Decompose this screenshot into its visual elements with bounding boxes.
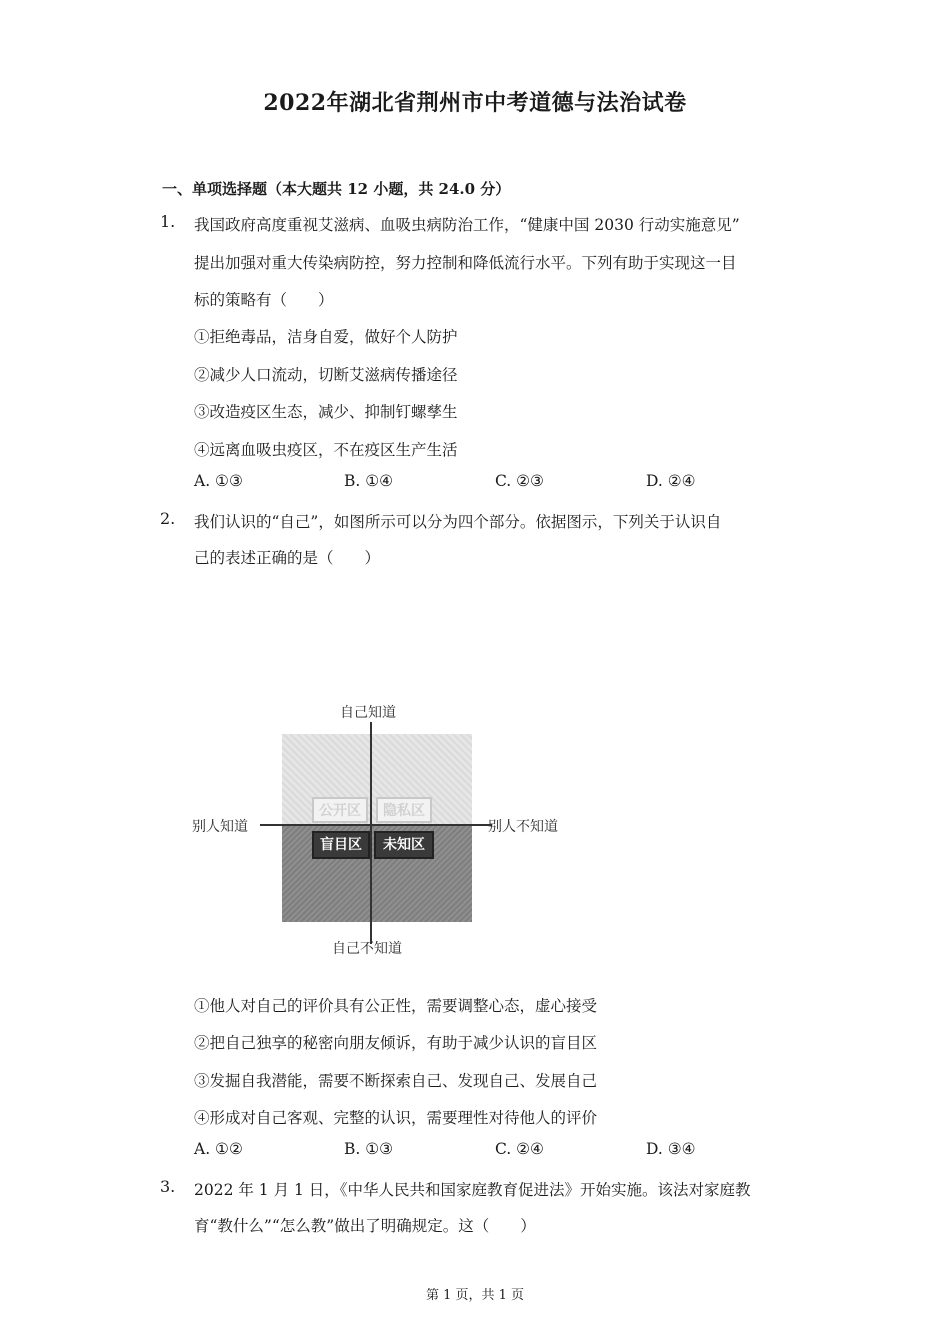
question-1-option-a[interactable]: A. ①③	[194, 472, 243, 490]
question-1-stem-line: 提出加强对重大传染病防控，努力控制和降低流行水平。下列有助于实现这一目	[194, 254, 737, 272]
diagram-top-label: 自己知道	[340, 705, 396, 721]
question-2-option-a[interactable]: A. ①②	[194, 1140, 243, 1158]
question-1-statement: ②减少人口流动，切断艾滋病传播途径	[194, 366, 458, 384]
question-2-stem-line: 己的表述正确的是（ ）	[194, 549, 381, 567]
exam-title: 2022年湖北省荆州市中考道德与法治试卷	[263, 90, 687, 116]
diagram-box-private-area: 隐私区	[376, 797, 432, 823]
question-2-stem-line: 我们认识的“自己”，如图所示可以分为四个部分。依据图示，下列关于认识自	[194, 513, 722, 531]
diagram-bottom-label: 自己不知道	[332, 941, 402, 957]
question-3-number: 3.	[160, 1177, 176, 1196]
question-3-stem-line: 育“教什么”“怎么教”做出了明确规定。这（ ）	[194, 1217, 536, 1235]
question-1-statement: ①拒绝毒品，洁身自爱，做好个人防护	[194, 328, 458, 346]
self-awareness-window-diagram	[190, 700, 590, 962]
diagram-right-label: 别人不知道	[488, 819, 558, 835]
question-2-option-c[interactable]: C. ②④	[495, 1140, 544, 1158]
question-1-option-d[interactable]: D. ②④	[646, 472, 696, 490]
diagram-box-unknown-area: 未知区	[374, 831, 434, 859]
diagram-horizontal-axis	[260, 824, 492, 826]
section-heading: 一、单项选择题（本大题共 12 小题，共 24.0 分）	[162, 180, 511, 198]
question-1-option-b[interactable]: B. ①④	[344, 472, 394, 490]
diagram-box-public-area: 公开区	[312, 797, 368, 823]
question-1-stem-line: 标的策略有（ ）	[194, 291, 334, 309]
question-1-statement: ④远离血吸虫疫区，不在疫区生产生活	[194, 441, 458, 459]
diagram-vertical-axis	[370, 722, 372, 944]
question-2-statement: ①他人对自己的评价具有公正性，需要调整心态，虚心接受	[194, 997, 598, 1015]
diagram-box-blind-area: 盲目区	[312, 831, 370, 859]
question-2-statement: ③发掘自我潜能，需要不断探索自己、发现自己、发展自己	[194, 1072, 598, 1090]
question-1-option-c[interactable]: C. ②③	[495, 472, 544, 490]
question-2-statement: ④形成对自己客观、完整的认识，需要理性对待他人的评价	[194, 1109, 598, 1127]
question-1-statement: ③改造疫区生态，减少、抑制钉螺孳生	[194, 403, 458, 421]
question-1-number: 1.	[160, 212, 176, 231]
question-2-option-b[interactable]: B. ①③	[344, 1140, 394, 1158]
question-1-stem-line: 我国政府高度重视艾滋病、血吸虫病防治工作，“健康中国 2030 行动实施意见”	[194, 216, 740, 234]
page-footer: 第 1 页，共 1 页	[425, 1288, 525, 1303]
question-2-statement: ②把自己独享的秘密向朋友倾诉，有助于减少认识的盲目区	[194, 1034, 598, 1052]
question-2-number: 2.	[160, 509, 176, 528]
diagram-left-label: 别人知道	[192, 819, 248, 835]
question-2-option-d[interactable]: D. ③④	[646, 1140, 696, 1158]
question-3-stem-line: 2022 年 1 月 1 日，《中华人民共和国家庭教育促进法》开始实施。该法对家庭教	[194, 1181, 751, 1199]
